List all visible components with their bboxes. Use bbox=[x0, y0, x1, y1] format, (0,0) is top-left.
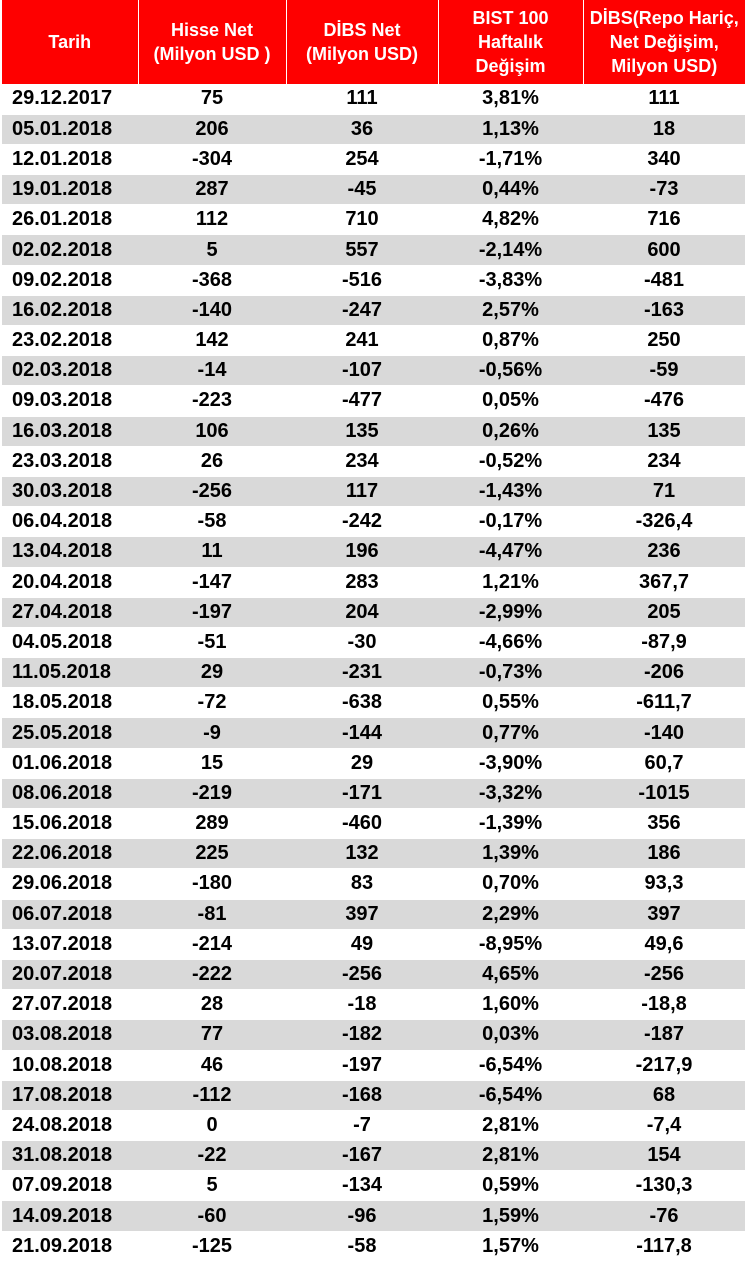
cell-date: 22.06.2018 bbox=[2, 839, 138, 869]
cell-hisse-net: 0 bbox=[138, 1110, 286, 1140]
cell-dibs-net: -45 bbox=[286, 175, 438, 205]
cell-hisse-net: -222 bbox=[138, 959, 286, 989]
header-row bbox=[2, 0, 745, 84]
cell-dibs-excl-repo: -130,3 bbox=[583, 1171, 745, 1201]
cell-date: 29.12.2017 bbox=[2, 84, 138, 114]
cell-dibs-net: -107 bbox=[286, 356, 438, 386]
cell-hisse-net: 28 bbox=[138, 990, 286, 1020]
table-row bbox=[2, 416, 745, 446]
cell-dibs-excl-repo: -1015 bbox=[583, 778, 745, 808]
header-line: (Milyon USD ) bbox=[153, 44, 271, 64]
cell-date: 08.06.2018 bbox=[2, 778, 138, 808]
cell-hisse-net: -14 bbox=[138, 356, 286, 386]
cell-dibs-net: -18 bbox=[286, 990, 438, 1020]
cell-hisse-net: -72 bbox=[138, 688, 286, 718]
cell-bist100-change: 2,81% bbox=[438, 1110, 583, 1140]
cell-bist100-change: -8,95% bbox=[438, 929, 583, 959]
cell-bist100-change: 0,26% bbox=[438, 416, 583, 446]
cell-hisse-net: 142 bbox=[138, 326, 286, 356]
cell-date: 06.07.2018 bbox=[2, 899, 138, 929]
cell-dibs-net: -144 bbox=[286, 718, 438, 748]
cell-dibs-net: -171 bbox=[286, 778, 438, 808]
cell-hisse-net: -180 bbox=[138, 869, 286, 899]
cell-dibs-excl-repo: 234 bbox=[583, 446, 745, 476]
cell-date: 04.05.2018 bbox=[2, 627, 138, 657]
cell-date: 27.04.2018 bbox=[2, 597, 138, 627]
header-line: BIST 100 bbox=[472, 8, 549, 28]
cell-dibs-excl-repo: -326,4 bbox=[583, 507, 745, 537]
cell-dibs-net: -242 bbox=[286, 507, 438, 537]
cell-bist100-change: -6,54% bbox=[438, 1050, 583, 1080]
cell-bist100-change: -4,47% bbox=[438, 537, 583, 567]
table-row bbox=[2, 1080, 745, 1110]
table-row bbox=[2, 235, 745, 265]
cell-hisse-net: 206 bbox=[138, 114, 286, 144]
table-row bbox=[2, 597, 745, 627]
cell-dibs-net: -638 bbox=[286, 688, 438, 718]
header-dibs-net bbox=[286, 0, 438, 84]
table-row bbox=[2, 1171, 745, 1201]
cell-dibs-net: -30 bbox=[286, 627, 438, 657]
table-row bbox=[2, 205, 745, 235]
cell-dibs-net: 117 bbox=[286, 476, 438, 506]
cell-dibs-excl-repo: 600 bbox=[583, 235, 745, 265]
header-line: DİBS(Repo Hariç, bbox=[589, 8, 739, 28]
table-row bbox=[2, 688, 745, 718]
cell-dibs-net: 710 bbox=[286, 205, 438, 235]
table-row bbox=[2, 446, 745, 476]
cell-dibs-net: -168 bbox=[286, 1080, 438, 1110]
cell-dibs-net: 132 bbox=[286, 839, 438, 869]
cell-bist100-change: 2,81% bbox=[438, 1141, 583, 1171]
cell-dibs-excl-repo: 93,3 bbox=[583, 869, 745, 899]
table-row bbox=[2, 748, 745, 778]
cell-bist100-change: 2,29% bbox=[438, 899, 583, 929]
cell-hisse-net: 112 bbox=[138, 205, 286, 235]
cell-dibs-net: -167 bbox=[286, 1141, 438, 1171]
cell-dibs-excl-repo: 68 bbox=[583, 1080, 745, 1110]
cell-hisse-net: -51 bbox=[138, 627, 286, 657]
header-line: DİBS Net bbox=[323, 20, 401, 40]
cell-date: 09.03.2018 bbox=[2, 386, 138, 416]
cell-bist100-change: 0,87% bbox=[438, 326, 583, 356]
table-row bbox=[2, 1231, 745, 1261]
weekly-flows-table bbox=[2, 0, 745, 1262]
cell-hisse-net: -219 bbox=[138, 778, 286, 808]
cell-hisse-net: 106 bbox=[138, 416, 286, 446]
table-row bbox=[2, 175, 745, 205]
cell-dibs-excl-repo: -476 bbox=[583, 386, 745, 416]
cell-bist100-change: 0,03% bbox=[438, 1020, 583, 1050]
cell-hisse-net: 75 bbox=[138, 84, 286, 114]
table-row bbox=[2, 1201, 745, 1231]
table-row bbox=[2, 1110, 745, 1140]
cell-date: 18.05.2018 bbox=[2, 688, 138, 718]
cell-date: 15.06.2018 bbox=[2, 809, 138, 839]
header-date bbox=[2, 0, 138, 84]
cell-bist100-change: -2,14% bbox=[438, 235, 583, 265]
cell-dibs-excl-repo: 71 bbox=[583, 476, 745, 506]
cell-hisse-net: -256 bbox=[138, 476, 286, 506]
cell-dibs-net: -477 bbox=[286, 386, 438, 416]
cell-dibs-excl-repo: 154 bbox=[583, 1141, 745, 1171]
cell-date: 13.07.2018 bbox=[2, 929, 138, 959]
cell-bist100-change: 4,82% bbox=[438, 205, 583, 235]
cell-dibs-net: 36 bbox=[286, 114, 438, 144]
cell-dibs-excl-repo: -76 bbox=[583, 1201, 745, 1231]
cell-hisse-net: -58 bbox=[138, 507, 286, 537]
cell-date: 27.07.2018 bbox=[2, 990, 138, 1020]
cell-date: 23.02.2018 bbox=[2, 326, 138, 356]
cell-date: 09.02.2018 bbox=[2, 265, 138, 295]
table-row bbox=[2, 778, 745, 808]
header-line: Tarih bbox=[48, 32, 92, 52]
header-line: Hisse Net bbox=[170, 20, 254, 40]
cell-bist100-change: -3,90% bbox=[438, 748, 583, 778]
cell-date: 29.06.2018 bbox=[2, 869, 138, 899]
cell-dibs-excl-repo: 340 bbox=[583, 144, 745, 174]
cell-bist100-change: -1,71% bbox=[438, 144, 583, 174]
table-row bbox=[2, 839, 745, 869]
cell-bist100-change: -2,99% bbox=[438, 597, 583, 627]
cell-date: 05.01.2018 bbox=[2, 114, 138, 144]
table-row bbox=[2, 295, 745, 325]
cell-dibs-net: -197 bbox=[286, 1050, 438, 1080]
table-row bbox=[2, 1020, 745, 1050]
cell-dibs-excl-repo: 49,6 bbox=[583, 929, 745, 959]
cell-bist100-change: 0,70% bbox=[438, 869, 583, 899]
table-row bbox=[2, 507, 745, 537]
cell-hisse-net: -112 bbox=[138, 1080, 286, 1110]
cell-dibs-net: 196 bbox=[286, 537, 438, 567]
cell-dibs-net: -7 bbox=[286, 1110, 438, 1140]
cell-bist100-change: 1,60% bbox=[438, 990, 583, 1020]
cell-date: 02.02.2018 bbox=[2, 235, 138, 265]
table-body bbox=[2, 84, 745, 1261]
table-row bbox=[2, 627, 745, 657]
cell-hisse-net: -147 bbox=[138, 567, 286, 597]
cell-dibs-excl-repo: 397 bbox=[583, 899, 745, 929]
cell-date: 20.07.2018 bbox=[2, 959, 138, 989]
cell-dibs-excl-repo: -7,4 bbox=[583, 1110, 745, 1140]
cell-dibs-net: 111 bbox=[286, 84, 438, 114]
cell-bist100-change: 4,65% bbox=[438, 959, 583, 989]
cell-dibs-net: -460 bbox=[286, 809, 438, 839]
cell-date: 06.04.2018 bbox=[2, 507, 138, 537]
cell-dibs-excl-repo: 205 bbox=[583, 597, 745, 627]
table-row bbox=[2, 84, 745, 114]
cell-dibs-excl-repo: 111 bbox=[583, 84, 745, 114]
cell-bist100-change: 1,59% bbox=[438, 1201, 583, 1231]
cell-dibs-excl-repo: -206 bbox=[583, 658, 745, 688]
cell-hisse-net: -125 bbox=[138, 1231, 286, 1261]
cell-dibs-excl-repo: 716 bbox=[583, 205, 745, 235]
cell-date: 16.02.2018 bbox=[2, 295, 138, 325]
cell-hisse-net: -197 bbox=[138, 597, 286, 627]
table-row bbox=[2, 959, 745, 989]
cell-dibs-excl-repo: -481 bbox=[583, 265, 745, 295]
cell-dibs-net: 254 bbox=[286, 144, 438, 174]
table-row bbox=[2, 567, 745, 597]
cell-dibs-excl-repo: 135 bbox=[583, 416, 745, 446]
cell-dibs-excl-repo: 18 bbox=[583, 114, 745, 144]
cell-date: 20.04.2018 bbox=[2, 567, 138, 597]
header-line: Değişim bbox=[475, 56, 546, 76]
table-row bbox=[2, 809, 745, 839]
cell-date: 30.03.2018 bbox=[2, 476, 138, 506]
cell-hisse-net: -9 bbox=[138, 718, 286, 748]
cell-bist100-change: -0,56% bbox=[438, 356, 583, 386]
cell-dibs-excl-repo: 60,7 bbox=[583, 748, 745, 778]
table-row bbox=[2, 476, 745, 506]
table-row bbox=[2, 929, 745, 959]
cell-hisse-net: -60 bbox=[138, 1201, 286, 1231]
cell-date: 13.04.2018 bbox=[2, 537, 138, 567]
cell-dibs-excl-repo: 367,7 bbox=[583, 567, 745, 597]
table-row bbox=[2, 326, 745, 356]
cell-hisse-net: -22 bbox=[138, 1141, 286, 1171]
cell-dibs-net: 49 bbox=[286, 929, 438, 959]
cell-dibs-excl-repo: -140 bbox=[583, 718, 745, 748]
cell-dibs-excl-repo: 250 bbox=[583, 326, 745, 356]
cell-bist100-change: 1,57% bbox=[438, 1231, 583, 1261]
cell-dibs-excl-repo: -18,8 bbox=[583, 990, 745, 1020]
cell-bist100-change: -0,52% bbox=[438, 446, 583, 476]
cell-dibs-excl-repo: -187 bbox=[583, 1020, 745, 1050]
table-header bbox=[2, 0, 745, 84]
cell-hisse-net: 26 bbox=[138, 446, 286, 476]
cell-date: 07.09.2018 bbox=[2, 1171, 138, 1201]
cell-dibs-net: 241 bbox=[286, 326, 438, 356]
cell-dibs-net: 557 bbox=[286, 235, 438, 265]
cell-date: 01.06.2018 bbox=[2, 748, 138, 778]
cell-date: 23.03.2018 bbox=[2, 446, 138, 476]
header-bist100-weekly-change bbox=[438, 0, 583, 84]
table-row bbox=[2, 356, 745, 386]
cell-dibs-net: -134 bbox=[286, 1171, 438, 1201]
cell-date: 03.08.2018 bbox=[2, 1020, 138, 1050]
cell-dibs-excl-repo: -59 bbox=[583, 356, 745, 386]
cell-hisse-net: -304 bbox=[138, 144, 286, 174]
cell-hisse-net: 5 bbox=[138, 1171, 286, 1201]
cell-bist100-change: 3,81% bbox=[438, 84, 583, 114]
table-row bbox=[2, 718, 745, 748]
cell-dibs-excl-repo: -611,7 bbox=[583, 688, 745, 718]
header-line: Net Değişim, bbox=[609, 32, 719, 52]
cell-hisse-net: -81 bbox=[138, 899, 286, 929]
table-row bbox=[2, 537, 745, 567]
cell-date: 14.09.2018 bbox=[2, 1201, 138, 1231]
cell-dibs-net: 204 bbox=[286, 597, 438, 627]
cell-dibs-excl-repo: -217,9 bbox=[583, 1050, 745, 1080]
cell-dibs-excl-repo: -256 bbox=[583, 959, 745, 989]
cell-bist100-change: -6,54% bbox=[438, 1080, 583, 1110]
header-line: (Milyon USD) bbox=[306, 44, 418, 64]
cell-dibs-excl-repo: 236 bbox=[583, 537, 745, 567]
cell-dibs-net: -516 bbox=[286, 265, 438, 295]
cell-hisse-net: 29 bbox=[138, 658, 286, 688]
cell-bist100-change: -0,17% bbox=[438, 507, 583, 537]
cell-dibs-net: 29 bbox=[286, 748, 438, 778]
cell-date: 31.08.2018 bbox=[2, 1141, 138, 1171]
cell-dibs-net: 234 bbox=[286, 446, 438, 476]
cell-dibs-excl-repo: 356 bbox=[583, 809, 745, 839]
cell-bist100-change: 0,44% bbox=[438, 175, 583, 205]
cell-dibs-net: -256 bbox=[286, 959, 438, 989]
cell-bist100-change: 1,39% bbox=[438, 839, 583, 869]
table-row bbox=[2, 1141, 745, 1171]
cell-date: 17.08.2018 bbox=[2, 1080, 138, 1110]
cell-bist100-change: 2,57% bbox=[438, 295, 583, 325]
header-line: Haftalık bbox=[477, 32, 544, 52]
cell-dibs-excl-repo: -117,8 bbox=[583, 1231, 745, 1261]
cell-bist100-change: 0,55% bbox=[438, 688, 583, 718]
cell-date: 12.01.2018 bbox=[2, 144, 138, 174]
table-row bbox=[2, 265, 745, 295]
cell-date: 10.08.2018 bbox=[2, 1050, 138, 1080]
cell-dibs-net: 83 bbox=[286, 869, 438, 899]
cell-date: 16.03.2018 bbox=[2, 416, 138, 446]
table-row bbox=[2, 1050, 745, 1080]
cell-bist100-change: 0,59% bbox=[438, 1171, 583, 1201]
cell-dibs-excl-repo: -163 bbox=[583, 295, 745, 325]
cell-hisse-net: 11 bbox=[138, 537, 286, 567]
cell-date: 26.01.2018 bbox=[2, 205, 138, 235]
table-row bbox=[2, 990, 745, 1020]
cell-bist100-change: -3,32% bbox=[438, 778, 583, 808]
cell-date: 11.05.2018 bbox=[2, 658, 138, 688]
cell-dibs-net: -58 bbox=[286, 1231, 438, 1261]
table-row bbox=[2, 899, 745, 929]
cell-date: 25.05.2018 bbox=[2, 718, 138, 748]
cell-hisse-net: 225 bbox=[138, 839, 286, 869]
cell-hisse-net: 77 bbox=[138, 1020, 286, 1050]
cell-bist100-change: -3,83% bbox=[438, 265, 583, 295]
cell-dibs-excl-repo: -73 bbox=[583, 175, 745, 205]
table-row bbox=[2, 869, 745, 899]
cell-bist100-change: 0,05% bbox=[438, 386, 583, 416]
cell-bist100-change: -4,66% bbox=[438, 627, 583, 657]
table-row bbox=[2, 658, 745, 688]
header-dibs-excl-repo bbox=[583, 0, 745, 84]
cell-dibs-net: 397 bbox=[286, 899, 438, 929]
cell-date: 24.08.2018 bbox=[2, 1110, 138, 1140]
cell-bist100-change: -1,39% bbox=[438, 809, 583, 839]
header-hisse-net bbox=[138, 0, 286, 84]
cell-hisse-net: 15 bbox=[138, 748, 286, 778]
cell-dibs-net: -182 bbox=[286, 1020, 438, 1050]
table-row bbox=[2, 386, 745, 416]
cell-bist100-change: 0,77% bbox=[438, 718, 583, 748]
cell-bist100-change: -0,73% bbox=[438, 658, 583, 688]
cell-date: 19.01.2018 bbox=[2, 175, 138, 205]
cell-dibs-net: -96 bbox=[286, 1201, 438, 1231]
cell-bist100-change: 1,21% bbox=[438, 567, 583, 597]
cell-dibs-excl-repo: -87,9 bbox=[583, 627, 745, 657]
cell-dibs-net: -231 bbox=[286, 658, 438, 688]
header-line: Milyon USD) bbox=[611, 56, 718, 76]
table-row bbox=[2, 114, 745, 144]
cell-dibs-net: 283 bbox=[286, 567, 438, 597]
cell-date: 02.03.2018 bbox=[2, 356, 138, 386]
cell-hisse-net: -368 bbox=[138, 265, 286, 295]
cell-bist100-change: -1,43% bbox=[438, 476, 583, 506]
cell-bist100-change: 1,13% bbox=[438, 114, 583, 144]
cell-hisse-net: -140 bbox=[138, 295, 286, 325]
table-row bbox=[2, 144, 745, 174]
cell-date: 21.09.2018 bbox=[2, 1231, 138, 1261]
cell-dibs-net: -247 bbox=[286, 295, 438, 325]
cell-hisse-net: 5 bbox=[138, 235, 286, 265]
cell-dibs-net: 135 bbox=[286, 416, 438, 446]
cell-hisse-net: -223 bbox=[138, 386, 286, 416]
cell-hisse-net: 46 bbox=[138, 1050, 286, 1080]
cell-hisse-net: -214 bbox=[138, 929, 286, 959]
cell-dibs-excl-repo: 186 bbox=[583, 839, 745, 869]
cell-hisse-net: 289 bbox=[138, 809, 286, 839]
cell-hisse-net: 287 bbox=[138, 175, 286, 205]
